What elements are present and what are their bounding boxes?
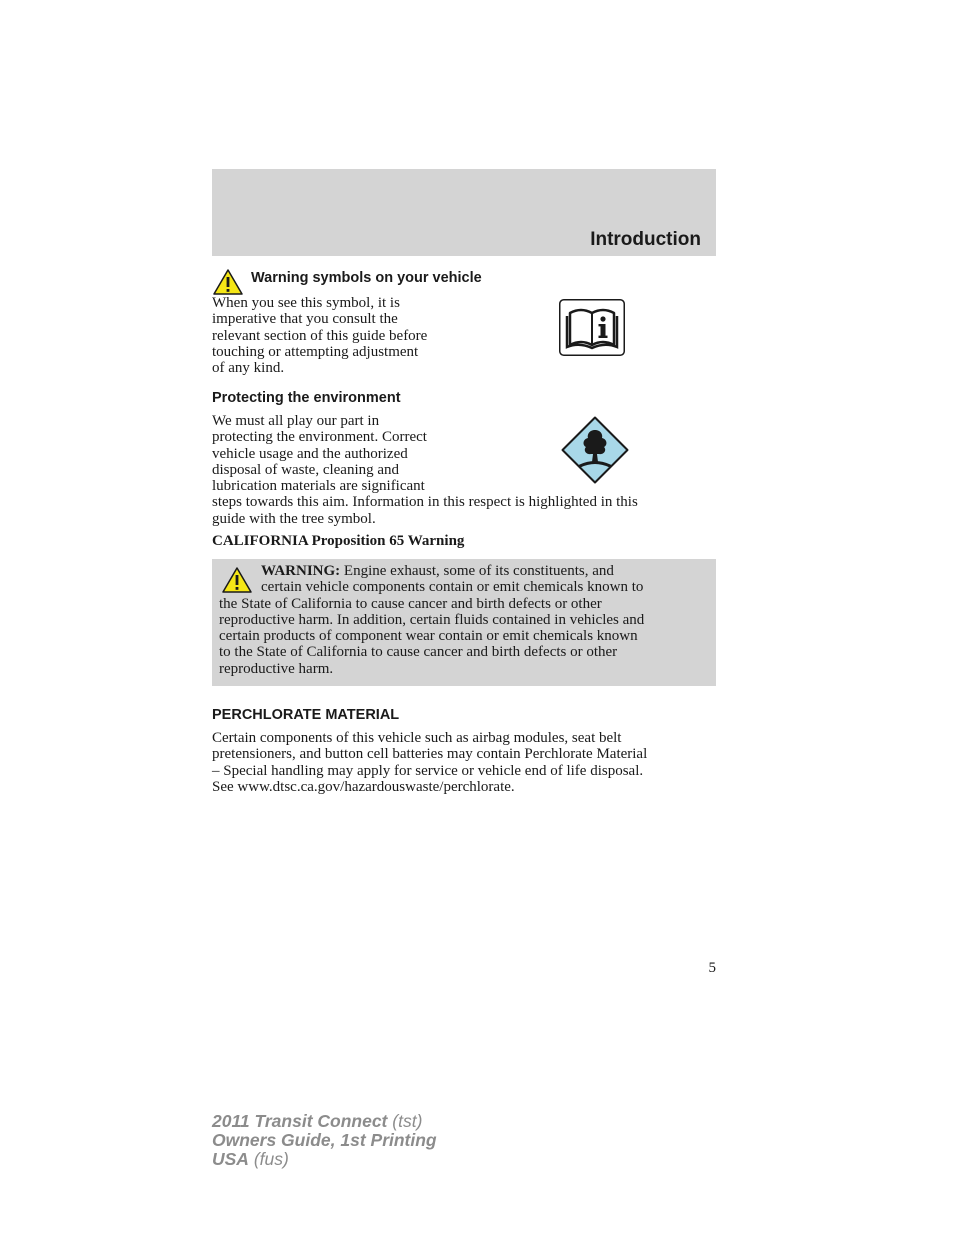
page-number: 5 bbox=[708, 960, 716, 976]
perchlorate-paragraph: Certain components of this vehicle such as airbag modules, seat belt pretensioners, and button cell batteries may contain Perchlorate Material – Special handling may apply for service or vehicle end of life disposal. See www.dtsc.ca.gov/hazardouswaste/perchlorate. bbox=[212, 730, 648, 795]
section-heading-warning-symbols: Warning symbols on your vehicle bbox=[251, 270, 482, 286]
section-heading-california: CALIFORNIA Proposition 65 Warning bbox=[212, 533, 465, 549]
page-title: Introduction bbox=[590, 229, 701, 250]
warning-box bbox=[212, 559, 716, 686]
environment-paragraph: We must all play our part in protecting the environment. Correct vehicle usage and the authorized disposal of waste, cleaning and lubrication materials are significant steps towards this aim. Information in this respect is highlighted in this guide with the tree symbol. bbox=[212, 413, 638, 527]
warning-symbols-paragraph: When you see this symbol, it is imperative that you consult the relevant section of this guide before touching or attempting adjustment of any kind. bbox=[212, 295, 428, 377]
manual-book-icon bbox=[559, 299, 625, 356]
section-heading-perchlorate: PERCHLORATE MATERIAL bbox=[212, 707, 400, 723]
warning-text: WARNING: Engine exhaust, some of its constituents, and certain vehicle components contain or emit chemicals known to the State of California to cause cancer and birth defects or other reproductive harm. In addition, certain fluids contained in vehicles and certain products of component wear contain or emit chemicals known to the State of California to cause cancer and birth defects or other reproductive harm. bbox=[219, 563, 645, 677]
warning-label: WARNING: bbox=[261, 563, 341, 579]
header-band bbox=[212, 169, 716, 256]
tree-symbol-icon bbox=[561, 416, 629, 484]
section-heading-environment: Protecting the environment bbox=[212, 390, 401, 406]
warning-triangle-icon bbox=[212, 268, 244, 296]
footer: 2011 Transit Connect (tst) Owners Guide, 1st Printing USA (fus) bbox=[212, 1111, 437, 1169]
